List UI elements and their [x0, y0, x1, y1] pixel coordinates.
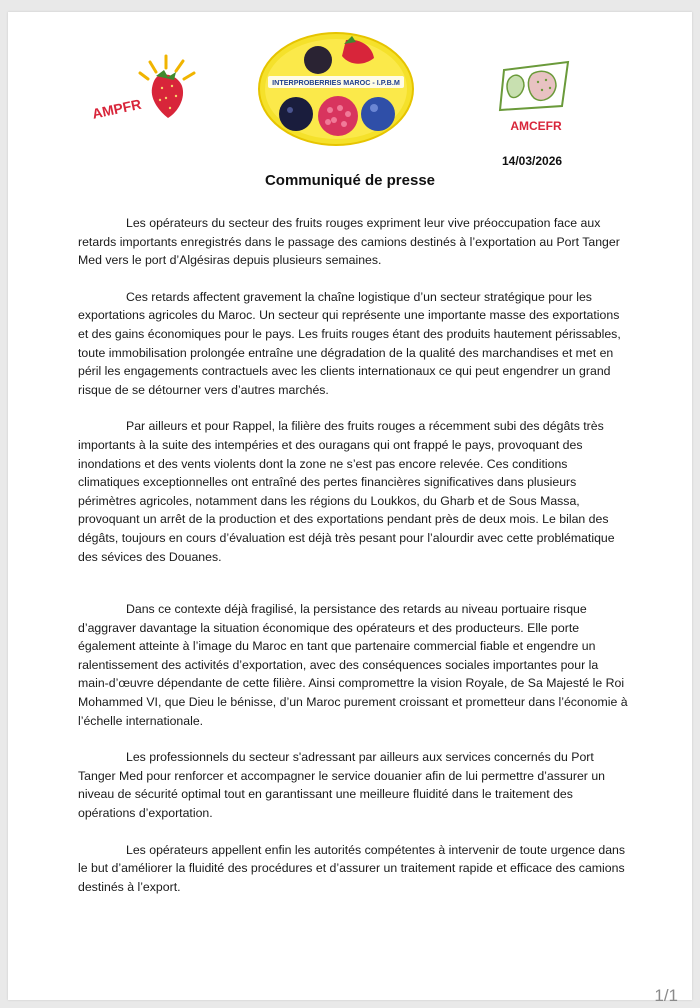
document-page [8, 12, 692, 1000]
amcefr-logo-text: AMCEFR [510, 119, 562, 133]
amcefr-logo [496, 56, 576, 138]
paragraph: Les opérateurs appellent enfin les autorités compétentes à intervenir de toute urgence dans le but d’améliorer la fluidité des procédures et d’assurer un traitement rapide et efficace des camions destinés à l’export. [78, 842, 626, 894]
ampfr-logo [86, 52, 198, 134]
paragraph: Dans ce contexte déjà fragilisé, la persistance des retards au niveau portuaire risque d’aggraver davantage la situation économique des opérateurs et des producteurs. Elle porte également atteinte à l’image du Maroc en tant que partenaire commercial fiable et engendre un ralentissement des activités d’exportation, avec des conséquences sociales importantes pour la main-d’œuvre dépendante de cette filière. Ainsi compromettre la vision Royale, de Sa Majesté le Roi Mohammed VI, que Dieu le bénisse, d’un Maroc purement croissant et prometteur dans l’économie à l’échelle internationale. [78, 602, 628, 728]
paragraph: Par ailleurs et pour Rappel, la filière des fruits rouges a récemment subi des dégâts très importants à la suite des intempéries et des ouragans qui ont frappé le pays, provoquant des inondations et des vents violents dont la zone ne s’est pas encore relevée. Ces conditions climatiques exceptionnelles ont entraîné des pertes financières significatives dans plusieurs périmètres agricoles, notamment dans les régions du Loukkos, du Gharb et de Sous Massa, provoquant un arrêt de la production et des exportations pendant près de deux mois. Le bilan des dégâts, toujours en cours d’évaluation est déjà très pesant pour l’alourdir avec cette problématique des sévices des Douanes. [78, 419, 615, 564]
document-date: 14/03/2026 [502, 154, 563, 168]
paragraph: Ces retards affectent gravement la chaîne logistique d’un secteur stratégique pour les exportations agricoles du Maroc. Un secteur qui représente une importante masse des exportations et des gains économiques pour le pays. Les fruits rouges étant des produits hautement périssables, toute immobilisation prolongée entraîne une dégradation de la qualité des marchandises et met en péril les engagements contractuels avec les clients internationaux ce qui peut engendrer un grand risque de se détourner vers d’autres marchés. [78, 289, 621, 397]
paragraph: Les opérateurs du secteur des fruits rouges expriment leur vive préoccupation face aux retards importants enregistrés dans le passage des camions destinés à l’exportation au Port Tanger Med vers le port d’Algésiras depuis plusieurs semaines. [78, 216, 620, 268]
page-indicator: 1/1 [654, 986, 678, 1005]
paragraph: Les professionnels du secteur s'adressant par ailleurs aux services concernés du Port Tanger Med pour renforcer et accompagner le service douanier afin de lui permettre d’assurer un niveau de sécurité optimal tout en garantissant une meilleure fluidité dans le traitement des opérations d’exportation. [78, 750, 605, 821]
document-body [78, 214, 630, 914]
interproberries-logo [256, 30, 416, 148]
interproberries-logo-text: INTERPROBERRIES MAROC - I.P.B.M [272, 78, 400, 87]
ampfr-logo-text: AMPFR [90, 95, 143, 122]
document-title: Communiqué de presse [264, 172, 436, 189]
